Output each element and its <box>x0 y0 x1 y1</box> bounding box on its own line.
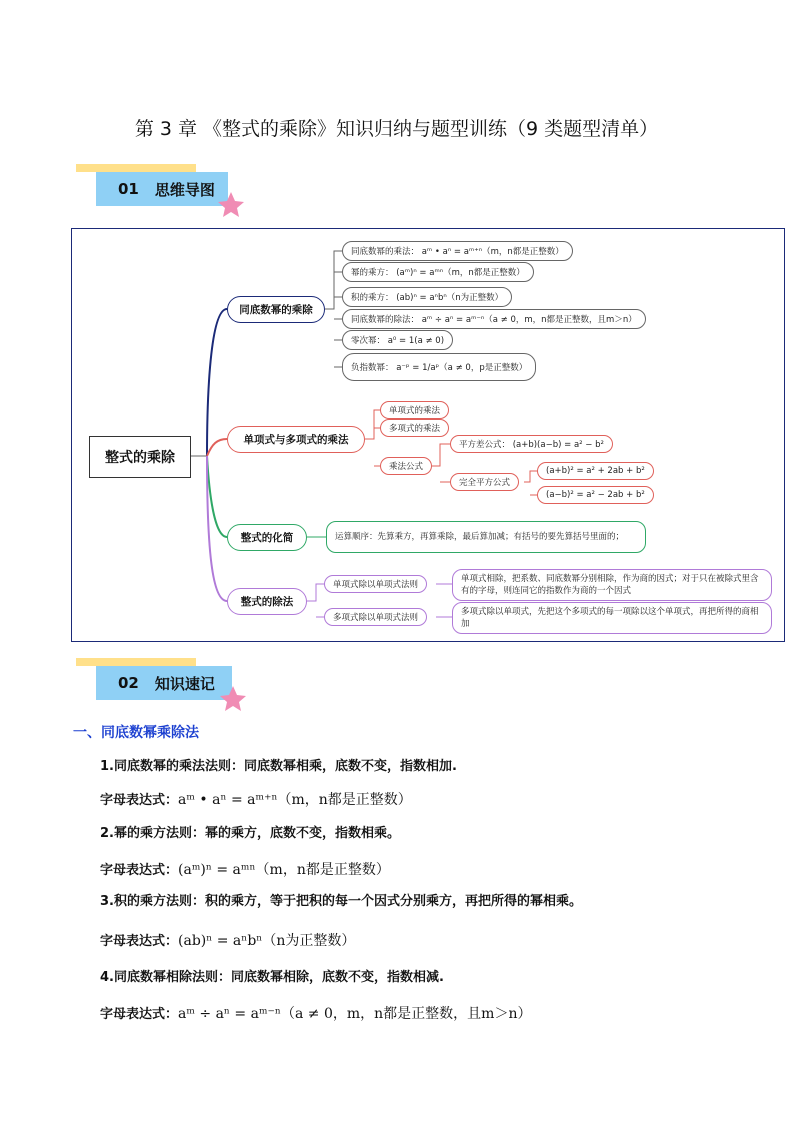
rule-formula <box>100 789 412 809</box>
rule-formula <box>100 930 355 950</box>
leaf-zero-power: 零次幂： a⁰ = 1(a ≠ 0) <box>342 330 453 350</box>
branch-division: 整式的除法 <box>227 588 307 615</box>
leaf-monomial-division-rule: 单项式除以单项式法则 <box>324 575 427 593</box>
mindmap-root: 整式的乘除 <box>89 436 191 478</box>
section-number: 01 <box>118 180 139 198</box>
star-icon <box>216 190 246 220</box>
section-number: 02 <box>118 674 139 692</box>
leaf-power-of-power: 幂的乘方： (aᵐ)ⁿ = aᵐⁿ（m，n都是正整数） <box>342 262 534 282</box>
rule-formula <box>100 1003 531 1023</box>
formula-expression: (ab)ⁿ = aⁿbⁿ（n为正整数） <box>178 933 356 949</box>
rule-text: 2.幂的乘方法则：幂的乘方，底数不变，指数相乘。 <box>100 826 400 841</box>
branch-monomial-polynomial-multiplication: 单项式与多项式的乘法 <box>227 426 365 453</box>
leaf-polynomial-division-desc: 多项式除以单项式，先把这个多项式的每一项除以这个单项式，再把所得的商相加 <box>452 602 772 634</box>
leaf-difference-of-squares: 平方差公式： (a+b)(a−b) = a² − b² <box>450 435 613 453</box>
rule-text: 1.同底数幂的乘法法则：同底数幂相乘，底数不变，指数相加. <box>100 759 457 774</box>
formula-label: 字母表达式： <box>100 863 179 878</box>
page-title: 第 3 章 《整式的乘除》知识归纳与题型训练（9 类题型清单） <box>134 118 659 140</box>
branch-simplification: 整式的化简 <box>227 524 307 551</box>
leaf-multiplication-formulas: 乘法公式 <box>380 457 432 475</box>
branch-powers: 同底数幂的乘除 <box>227 296 325 323</box>
leaf-monomial-division-desc: 单项式相除，把系数、同底数幂分别相除，作为商的因式；对于只在被除式里含有的字母，则连同它的指数作为商的一个因式 <box>452 569 772 601</box>
formula-label: 字母表达式： <box>100 934 179 949</box>
mind-map <box>71 228 785 642</box>
leaf-operation-order: 运算顺序：先算乘方，再算乘除，最后算加减；有括号的要先算括号里面的； <box>326 521 646 553</box>
leaf-negative-power: 负指数幂： a⁻ᵖ = 1/aᵖ（a ≠ 0，p是正整数） <box>342 353 536 381</box>
formula-label: 字母表达式： <box>100 793 179 808</box>
section-label: 知识速记 <box>154 674 215 693</box>
section-tab-decoration <box>76 658 196 666</box>
formula-expression: aᵐ • aⁿ = aᵐ⁺ⁿ（m，n都是正整数） <box>178 792 412 808</box>
leaf-polynomial-division-rule: 多项式除以单项式法则 <box>324 608 427 626</box>
leaf-monomial-multiply: 单项式的乘法 <box>380 401 449 419</box>
leaf-power-divide: 同底数幂的除法： aᵐ ÷ aⁿ = aᵐ⁻ⁿ（a ≠ 0，m，n都是正整数，且m＞n） <box>342 309 646 329</box>
section-label: 思维导图 <box>154 180 215 199</box>
leaf-perfect-square-minus: (a−b)² = a² − 2ab + b² <box>537 486 654 504</box>
rule-text: 4.同底数幂相除法则：同底数幂相除，底数不变，指数相减. <box>100 970 444 985</box>
star-icon <box>218 684 248 714</box>
formula-expression: aᵐ ÷ aⁿ = aᵐ⁻ⁿ（a ≠ 0，m，n都是正整数，且m＞n） <box>178 1006 532 1022</box>
leaf-polynomial-multiply: 多项式的乘法 <box>380 419 449 437</box>
leaf-power-multiply: 同底数幂的乘法： aᵐ • aⁿ = aᵐ⁺ⁿ（m，n都是正整数） <box>342 241 573 261</box>
knowledge-heading: 一、同底数幂乘除法 <box>73 725 199 741</box>
section-header-knowledge <box>96 666 232 700</box>
section-header-mindmap <box>96 172 228 206</box>
leaf-power-of-product: 积的乘方： (ab)ⁿ = aⁿbⁿ（n为正整数） <box>342 287 512 307</box>
rule-text: 3.积的乘方法则：积的乘方，等于把积的每一个因式分别乘方，再把所得的幂相乘。 <box>100 894 582 909</box>
formula-expression: (aᵐ)ⁿ = aᵐⁿ（m，n都是正整数） <box>178 862 390 878</box>
leaf-perfect-square: 完全平方公式 <box>450 473 519 491</box>
rule-formula <box>100 859 390 879</box>
section-tab-decoration <box>76 164 196 172</box>
formula-label: 字母表达式： <box>100 1007 179 1022</box>
leaf-perfect-square-plus: (a+b)² = a² + 2ab + b² <box>537 462 654 480</box>
